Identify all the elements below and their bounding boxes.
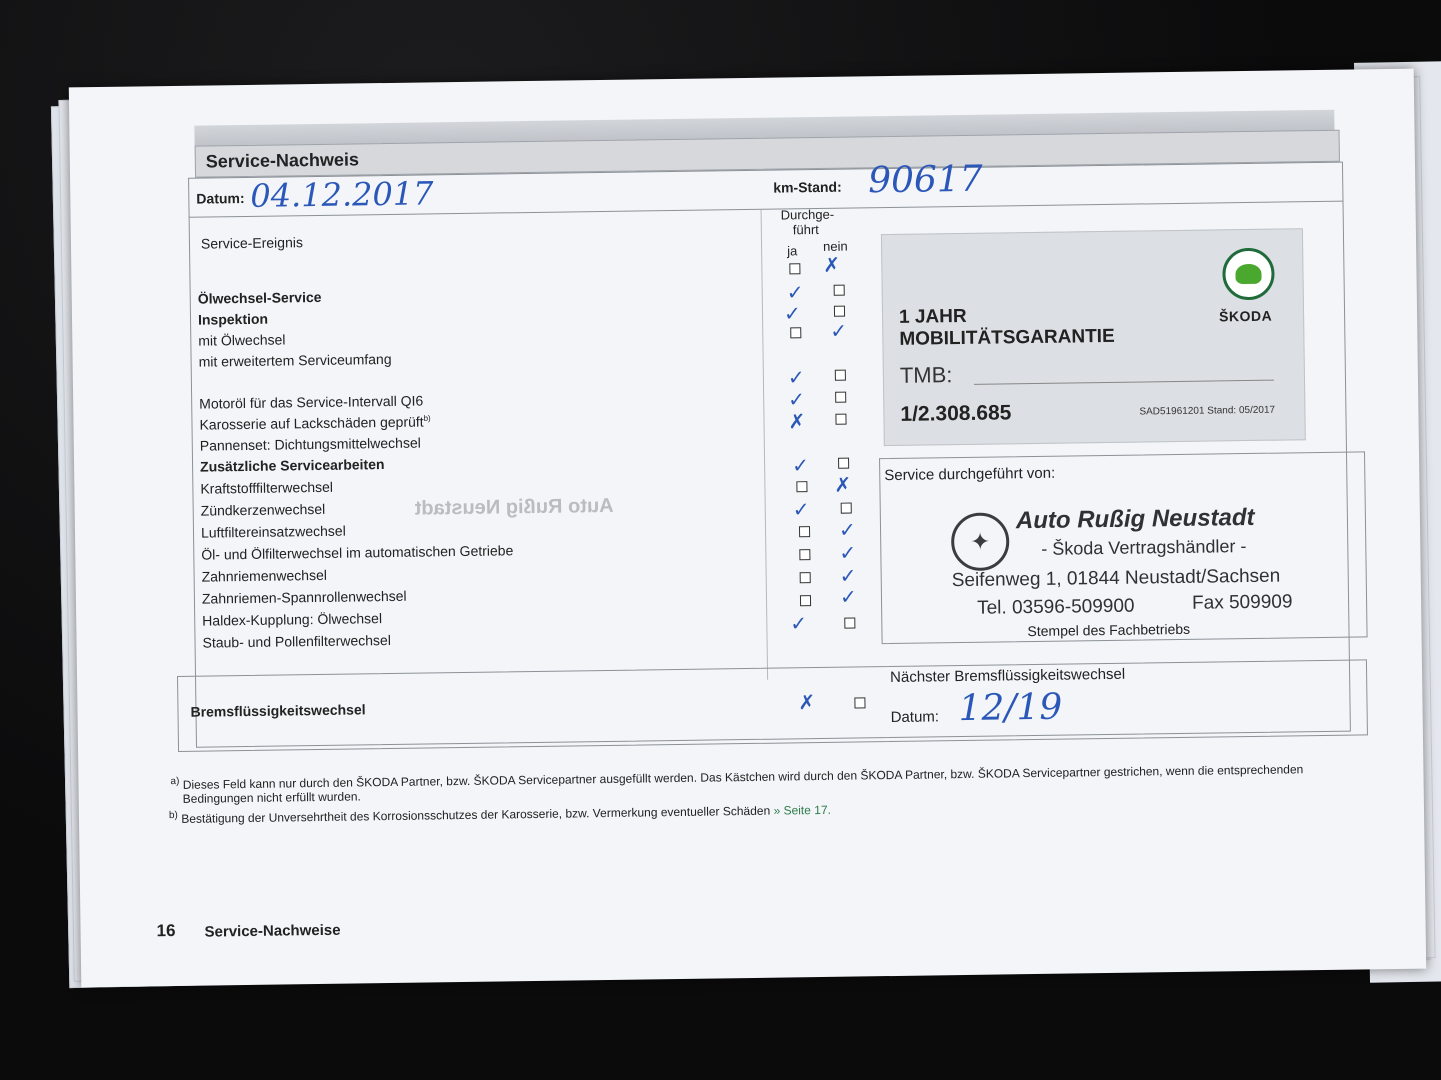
row-fuel-filter: Kraftstofffilterwechsel xyxy=(200,478,334,497)
service-booklet-page xyxy=(69,69,1426,988)
brake-fluid-row xyxy=(177,659,1368,752)
row-timing-belt: Zahnriemenwechsel xyxy=(201,566,328,585)
check-mark-icon: ✓ xyxy=(786,280,804,305)
sticker-code: SAD51961201 Stand: 05/2017 xyxy=(1139,404,1276,418)
checkbox[interactable] xyxy=(790,327,801,338)
dealer-stamp-box xyxy=(879,451,1368,644)
next-brake-date-label: Datum: xyxy=(890,708,940,727)
row-pollen-filter: Staub- und Pollenfilterwechsel xyxy=(202,631,391,651)
next-brake-date: 12/19 xyxy=(958,686,1063,730)
check-mark-icon: ✓ xyxy=(790,611,808,636)
page-link[interactable]: » Seite 17. xyxy=(773,802,831,818)
check-mark-icon: ✗ xyxy=(788,409,806,434)
row-additional: Zusätzliche Servicearbeiten xyxy=(199,456,385,475)
footnote-a: $^{a)}$ Dieses Feld kann nur durch den ŠKODA Partner, bzw. ŠKODA Servicepartner ausgefüllt werden. Das Kästchen wird durch den ŠKODA Partner, bzw. ŠKODA Servicepartner gestrichen, wenn die entsprechenden xyxy=(170,762,1304,792)
checkbox[interactable] xyxy=(789,263,800,274)
section-title: Service-Nachweis xyxy=(205,148,360,172)
row-air-filter: Luftfiltereinsatzwechsel xyxy=(200,522,346,541)
checkbox[interactable] xyxy=(841,503,852,514)
checkbox[interactable] xyxy=(800,595,811,606)
checkbox[interactable] xyxy=(838,458,849,469)
row-extended: mit erweitertem Serviceumfang xyxy=(198,350,392,370)
row-haldex: Haldex-Kupplung: Ölwechsel xyxy=(202,610,383,629)
check-mark-icon: ✓ xyxy=(792,497,810,522)
row-spark-plugs: Zündkerzenwechsel xyxy=(200,500,326,519)
row-engine-oil: Motoröl für das Service-Intervall QI6 xyxy=(199,392,424,412)
skoda-logo-icon xyxy=(1222,248,1275,301)
yes-label: ja xyxy=(787,243,798,259)
dealer-subtitle: - Škoda Vertragshändler - xyxy=(1041,536,1247,559)
next-brake-label: Nächster Bremsflüssigkeitswechsel xyxy=(889,665,1126,687)
check-mark-icon: ✓ xyxy=(839,540,857,565)
km-label: km-Stand: xyxy=(773,178,842,196)
checkbox[interactable] xyxy=(835,370,846,381)
row-with-oil: mit Ölwechsel xyxy=(198,331,286,349)
stamp-heading: Service durchgeführt von: xyxy=(884,464,1056,485)
warranty-number: 1/2.308.685 xyxy=(900,401,1012,426)
date-label: Datum: xyxy=(196,189,245,207)
check-mark-icon: ✓ xyxy=(830,318,848,343)
checkbox[interactable] xyxy=(834,285,845,296)
row-tensioner: Zahnriemen-Spannrollenwechsel xyxy=(201,587,407,607)
done-label: Durchge- xyxy=(780,206,835,223)
checkbox[interactable] xyxy=(835,414,846,425)
done-label-2: führt xyxy=(792,221,819,238)
tmb-line xyxy=(974,380,1274,385)
checkbox[interactable] xyxy=(799,526,810,537)
check-mark-icon: ✗ xyxy=(834,472,852,497)
check-mark-icon: ✓ xyxy=(783,301,801,326)
stamp-footer: Stempel des Fachbetriebs xyxy=(1027,620,1191,640)
dealer-address: Seifenweg 1, 01844 Neustadt/Sachsen xyxy=(951,565,1281,592)
row-oil-service: Ölwechsel-Service xyxy=(197,288,322,307)
bleed-through-stamp: Auto Rußig Neustadt xyxy=(414,494,614,520)
km-value: 90617 xyxy=(867,158,983,202)
check-mark-icon: ✗ xyxy=(798,690,816,715)
checkbox[interactable] xyxy=(854,697,865,708)
warranty-title: 1 JAHR MOBILITÄTSGARANTIE xyxy=(898,305,1115,350)
check-mark-icon: ✓ xyxy=(788,387,806,412)
checkbox[interactable] xyxy=(834,306,845,317)
check-mark-icon: ✓ xyxy=(838,517,856,542)
checkbox[interactable] xyxy=(799,549,810,560)
brake-label: Bremsflüssigkeitswechsel xyxy=(190,701,366,720)
row-gearbox-oil: Öl- und Ölfilterwechsel im automatischen Getriebe xyxy=(201,542,514,563)
check-mark-icon: ✓ xyxy=(791,453,810,478)
dealer-fax: Fax 509909 xyxy=(1191,591,1293,614)
check-mark-icon: ✓ xyxy=(839,563,857,588)
footnote-b: $^{b)}$ Bestätigung der Unversehrtheit des Korrosionsschutzes der Karosserie, bzw. Vermerkung eventueller Schäden » Seite 17. xyxy=(168,802,831,826)
checkbox[interactable] xyxy=(844,618,855,629)
page-footer-title: Service-Nachweise xyxy=(204,921,341,941)
checkbox[interactable] xyxy=(800,572,811,583)
tmb-label: TMB: xyxy=(899,362,953,388)
footnote-a-cont: Bedingungen nicht erfüllt wurden. xyxy=(182,789,361,806)
no-label: nein xyxy=(822,238,848,254)
check-mark-icon: ✗ xyxy=(823,252,841,277)
skoda-stamp-logo-icon: ✦ xyxy=(951,512,1010,571)
check-mark-icon: ✓ xyxy=(839,584,857,609)
mobility-warranty-sticker xyxy=(881,228,1306,446)
event-label: Service-Ereignis xyxy=(200,234,304,252)
row-repair-kit: Pannenset: Dichtungsmittelwechsel xyxy=(199,434,421,454)
page-number: 16 xyxy=(156,921,176,941)
checkbox[interactable] xyxy=(835,392,846,403)
checkbox[interactable] xyxy=(796,481,807,492)
check-mark-icon: ✓ xyxy=(787,365,805,390)
row-body-check: Karosserie auf Lackschäden geprüft$^{b)}$ xyxy=(199,413,431,433)
row-inspection: Inspektion xyxy=(197,310,269,328)
brand-name: ŠKODA xyxy=(1218,307,1273,325)
dealer-name: Auto Rußig Neustadt xyxy=(1015,503,1255,535)
dealer-phone: Tel. 03596-509900 xyxy=(976,595,1135,619)
date-value: 04.12.2017 xyxy=(250,174,434,215)
